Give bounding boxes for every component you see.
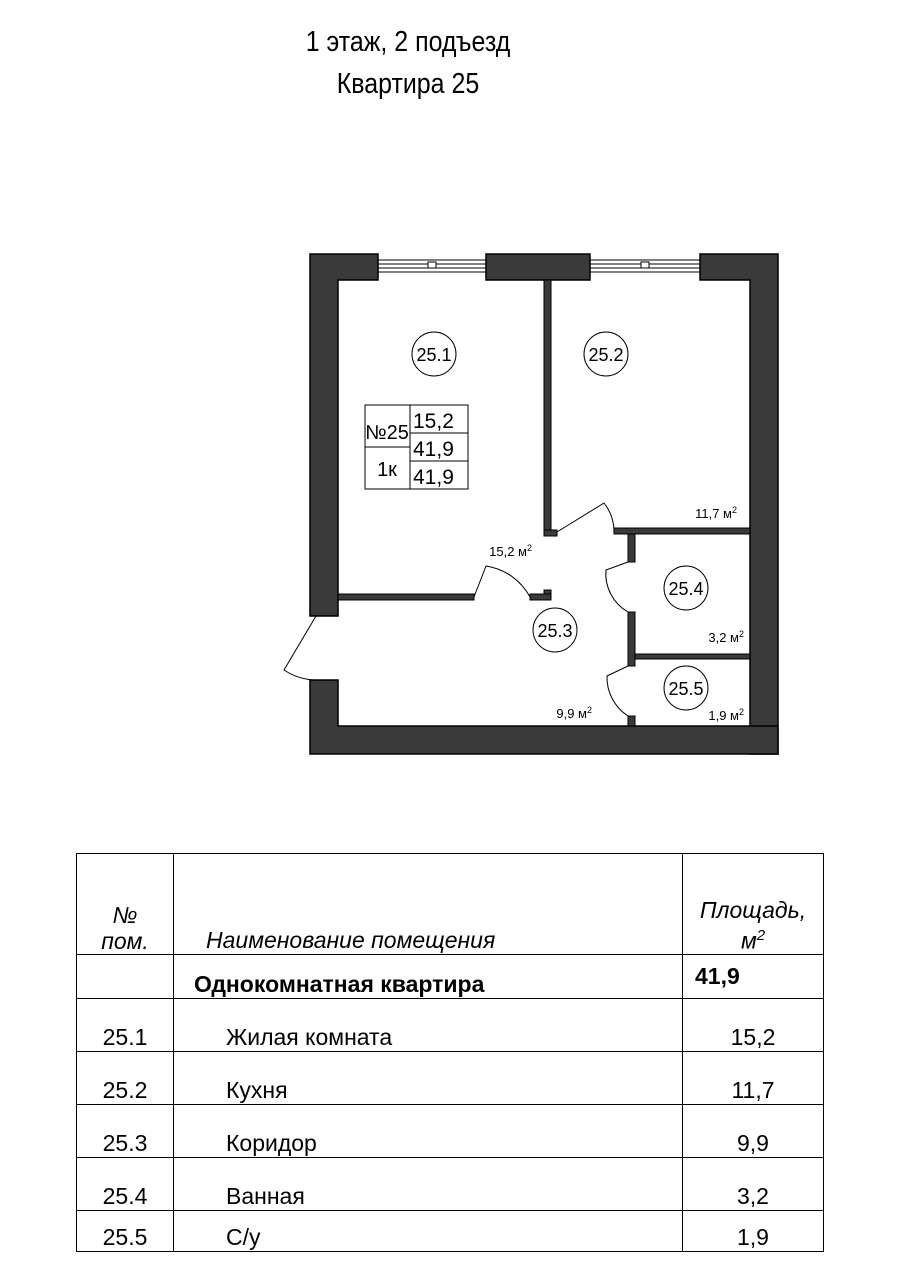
header-room-name: Наименование помещения	[174, 854, 683, 955]
stamp-total-area-2: 41,9	[413, 466, 454, 489]
area-label-25-2: 11,7 $м^2$	[695, 505, 737, 521]
partition-kitchen-bottom	[614, 528, 750, 534]
room-id-25-2: 25.2	[588, 345, 624, 365]
header-room-number: № пом.	[77, 854, 174, 955]
table-total-row	[77, 955, 824, 999]
rooms-table	[76, 853, 824, 1252]
wall-top-right	[700, 254, 778, 754]
floor-entrance-title: 1 этаж, 2 подъезд	[305, 26, 511, 58]
partition-living-kitchen	[544, 280, 551, 532]
room-id-25-5: 25.5	[668, 679, 704, 699]
door-living	[474, 566, 530, 597]
door-bath	[606, 562, 628, 612]
table-header	[77, 854, 824, 955]
stamp-number: №25	[365, 422, 409, 444]
stamp-total-area: 41,9	[413, 438, 454, 461]
apartment-title: Квартира 25	[336, 68, 480, 100]
total-area: 41,9	[683, 955, 824, 999]
table-row: 25.2 Кухня 11,7	[77, 1052, 824, 1105]
table-row: 25.5 С/у 1,9	[77, 1211, 824, 1252]
stamp-type: 1к	[377, 459, 397, 481]
area-label-25-4: 3,2 $м^2$	[708, 629, 744, 645]
wall-top-middle	[486, 254, 590, 280]
door-kitchen	[557, 503, 614, 532]
partitions	[338, 280, 750, 726]
door-entrance	[284, 616, 316, 680]
total-name: Однокомнатная квартира	[174, 955, 683, 999]
area-label-25-1: 15,2 $м^2$	[489, 543, 532, 559]
partition-bath-wc	[635, 654, 750, 659]
area-label-25-5: 1,9 $м^2$	[708, 707, 744, 723]
room-labels	[412, 332, 708, 710]
partition-living-corridor	[338, 594, 474, 600]
table-row: 25.1 Жилая комната 15,2	[77, 999, 824, 1052]
door-wc	[607, 666, 628, 716]
room-id-25-3: 25.3	[537, 621, 573, 641]
room-id-25-4: 25.4	[668, 579, 704, 599]
area-label-25-3: 9,9 $м^2$	[556, 705, 592, 721]
stamp-living-area: 15,2	[413, 410, 454, 433]
header-area: Площадь, $м^2$	[683, 854, 824, 955]
table-row: 25.3 Коридор 9,9	[77, 1105, 824, 1158]
partition-bath-top	[628, 534, 635, 562]
partition-wc-bottom	[628, 716, 635, 726]
partition-bath-mid	[628, 612, 635, 666]
room-id-25-1: 25.1	[416, 345, 452, 365]
table-row: 25.4 Ванная 3,2	[77, 1158, 824, 1211]
apartment-stamp	[365, 405, 468, 489]
